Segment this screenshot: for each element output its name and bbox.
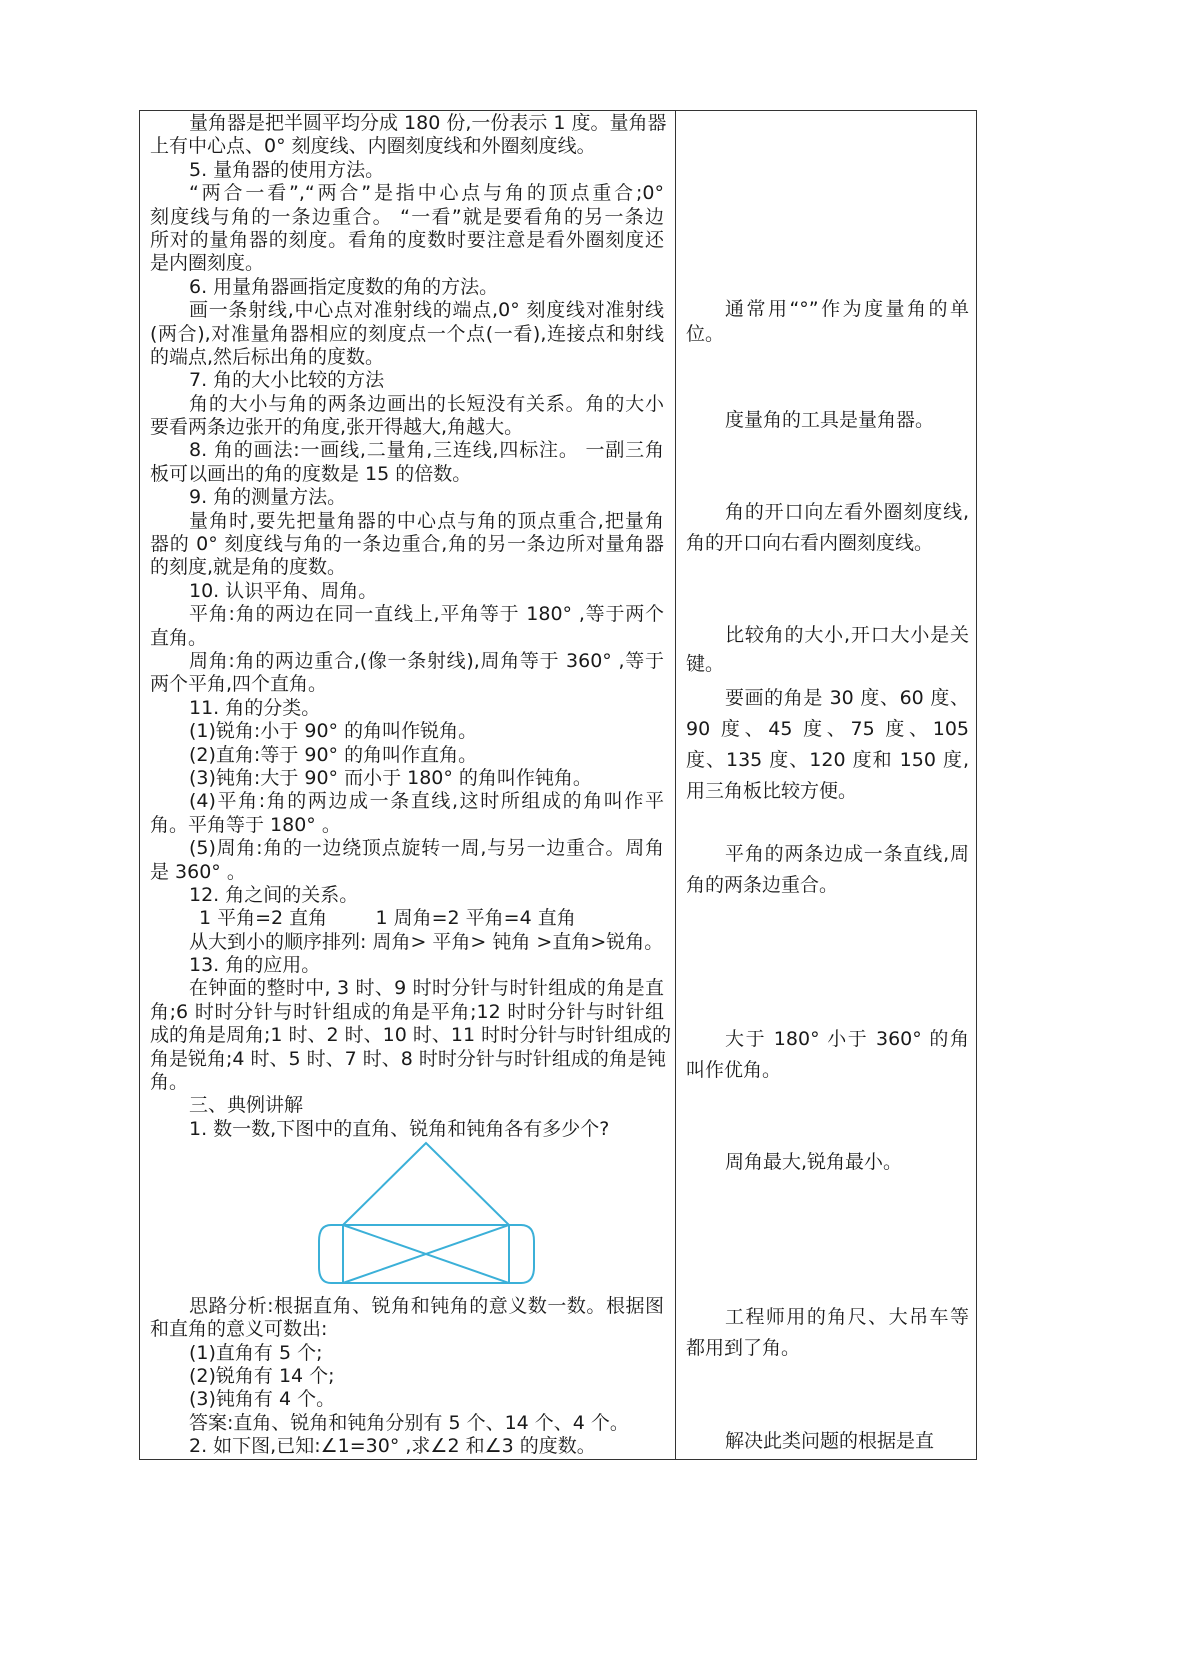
- content-after-figure: [150, 1295, 664, 1459]
- text-line: 是 360° 。: [150, 860, 246, 883]
- text-line: 5. 量角器的使用方法。: [189, 158, 385, 181]
- text-line: 直角。: [150, 626, 208, 649]
- side-note: 周角最大,锐角最小。: [725, 1151, 903, 1173]
- text-line: (3)钝角:大于 90° 而小于 180° 的角叫作钝角。: [189, 766, 592, 789]
- text-line: 上有中心点、0° 刻度线、内圈刻度线和外圈刻度线。: [150, 135, 596, 158]
- side-note: 通常用“°”作为度量角的单位。: [686, 298, 969, 345]
- text-line: 成的角是周角;1 时、2 时、10 时、11 时时分针与时针组成的: [150, 1024, 672, 1047]
- main-content-column: [150, 112, 672, 1459]
- text-line: 2. 如下图,已知:∠1=30° ,求∠2 和∠3 的度数。: [189, 1435, 596, 1458]
- right-rounded-cap: [509, 1225, 534, 1283]
- text-line: 三、典例讲解: [189, 1094, 304, 1117]
- text-line: 8. 角的画法:一画线,二量角,三连线,四标注。 一副三角: [189, 439, 664, 462]
- side-note: 平角的两条边成一条直线,周角的两条边重合。: [686, 843, 969, 896]
- text-line: 在钟面的整时中, 3 时、9 时时分针与时针组成的角是直: [189, 977, 664, 1000]
- text-line: 要看两条边张开的角度,张开得越大,角越大。: [150, 416, 524, 439]
- column-divider: [675, 111, 676, 1459]
- text-line: (1)直角有 5 个;: [189, 1341, 323, 1364]
- side-note: 度量角的工具是量角器。: [725, 409, 935, 431]
- content-before-figure: [150, 112, 672, 1141]
- text-line: 是内圈刻度。: [150, 252, 265, 275]
- text-line: 12. 角之间的关系。: [189, 883, 359, 906]
- notes-table: [139, 110, 977, 1460]
- text-line: 6. 用量角器画指定度数的角的方法。: [189, 275, 499, 298]
- text-line: (2)直角:等于 90° 的角叫作直角。: [189, 743, 478, 766]
- text-line: 11. 角的分类。: [189, 696, 321, 719]
- side-note: 工程师用的角尺、大吊车等都用到了角。: [686, 1306, 969, 1359]
- text-line: 9. 角的测量方法。: [189, 486, 347, 509]
- text-line: 角。平角等于 180° 。: [150, 813, 341, 836]
- text-line: (1)锐角:小于 90° 的角叫作锐角。: [189, 720, 478, 743]
- side-note: 比较角的大小,开口大小是关键。: [686, 624, 969, 675]
- text-line: 画一条射线,中心点对准射线的端点,0° 刻度线对准射线: [189, 299, 664, 322]
- text-line: 思路分析:根据直角、锐角和钝角的意义数一数。根据图: [189, 1294, 664, 1317]
- text-line: 7. 角的大小比较的方法: [189, 369, 385, 392]
- text-line: (4)平角:角的两边成一条直线,这时所组成的角叫作平: [189, 790, 664, 813]
- text-line: 量角器是把半圆平均分成 180 份,一份表示 1 度。量角器: [189, 112, 667, 134]
- side-note: 大于 180° 小于 360° 的角叫作优角。: [686, 1028, 969, 1081]
- text-line: 角。: [150, 1071, 189, 1094]
- text-line: 角的大小与角的两条边画出的长短没有关系。角的大小: [189, 392, 664, 415]
- text-line: 1 平角=2 直角 1 周角=2 平角=4 直角: [199, 907, 576, 930]
- text-line: 平角:角的两边在同一直线上,平角等于 180° ,等于两个: [189, 603, 664, 626]
- text-line: 器的 0° 刻度线与角的一条边重合,角的另一条边所对量角器: [150, 533, 664, 556]
- triangle-rectangle-diagram: [318, 1141, 538, 1291]
- text-line: 从大到小的顺序排列: 周角> 平角> 钝角 >直角>锐角。: [189, 930, 664, 953]
- left-rounded-cap: [319, 1225, 343, 1283]
- text-line: 和直角的意义可数出:: [150, 1318, 328, 1341]
- text-line: 量角时,要先把量角器的中心点与角的顶点重合,把量角: [189, 509, 664, 532]
- side-note: 要画的角是 30 度、60 度、90 度、45 度、75 度、105 度、135 度、120 度和 150 度,用三角板比较方便。: [686, 687, 969, 802]
- text-line: “两合一看”,“两合”是指中心点与角的顶点重合;0°: [189, 182, 664, 205]
- text-line: 角;6 时时分针与时针组成的角是平角;12 时时分针与时针组: [150, 1000, 664, 1023]
- side-note: 角的开口向左看外圈刻度线,角的开口向右看内圈刻度线。: [686, 501, 969, 554]
- text-line: 板可以画出的角的度数是 15 的倍数。: [150, 462, 472, 485]
- text-line: 10. 认识平角、周角。: [189, 579, 378, 602]
- text-line: 的端点,然后标出角的度数。: [150, 345, 385, 368]
- side-note: 解决此类问题的根据是直: [725, 1430, 935, 1452]
- text-line: (2)锐角有 14 个;: [189, 1364, 335, 1387]
- triangle-sides: [343, 1143, 509, 1225]
- text-line: 答案:直角、锐角和钝角分别有 5 个、14 个、4 个。: [189, 1411, 629, 1434]
- text-line: (3)钝角有 4 个。: [189, 1388, 336, 1411]
- text-line: 周角:角的两边重合,(像一条射线),周角等于 360° ,等于: [189, 649, 664, 672]
- angle-counting-figure: [150, 1141, 664, 1295]
- text-line: 角是锐角;4 时、5 时、7 时、8 时时分针与时针组成的角是钝: [150, 1047, 666, 1070]
- text-line: (两合),对准量角器相应的刻度点一个点(一看),连接点和射线: [150, 322, 664, 345]
- text-line: 1. 数一数,下图中的直角、锐角和钝角各有多少个?: [189, 1117, 610, 1140]
- text-line: (5)周角:角的一边绕顶点旋转一周,与另一边重合。周角: [189, 837, 664, 860]
- text-line: 所对的量角器的刻度。看角的度数时要注意是看外圈刻度还: [150, 228, 664, 251]
- text-line: 刻度线与角的一条边重合。 “一看”就是要看角的另一条边: [150, 205, 664, 228]
- text-line: 两个平角,四个直角。: [150, 673, 328, 696]
- text-line: 13. 角的应用。: [189, 954, 321, 977]
- text-line: 的刻度,就是角的度数。: [150, 556, 347, 579]
